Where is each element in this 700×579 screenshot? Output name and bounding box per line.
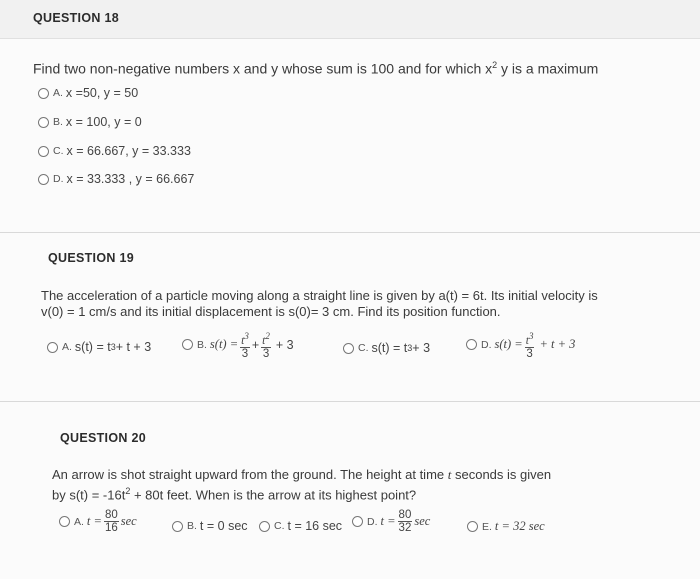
question-20-title: QUESTION 20 [60, 431, 146, 445]
question-18-text: Find two non-negative numbers x and y whose sum is 100 and for which $x^2$ y is a maximum [33, 60, 599, 77]
radio-q20-e[interactable] [467, 521, 478, 532]
q18-option-c[interactable]: C. x = 66.667, y = 33.333 [38, 144, 191, 158]
fraction: $\frac{t^3}{3}$ [525, 331, 534, 360]
fraction: $\frac{80}{16}$ [104, 509, 118, 534]
radio-q19-a[interactable] [47, 342, 58, 353]
radio-q19-d[interactable] [466, 339, 477, 350]
q20-option-b[interactable]: B. t = 0 sec [172, 519, 248, 533]
separator [0, 232, 700, 233]
question-20-line-1: An arrow is shot straight upward from the ground. The height at time t seconds is given [52, 467, 552, 482]
q19-option-d[interactable]: D. s(t) = $\frac{t^3}{3}$ + t + 3 [466, 330, 575, 360]
q20-option-a[interactable]: A. t = $\frac{80}{16}$ sec [59, 509, 137, 534]
q18-option-b[interactable]: B. x = 100, y = 0 [38, 115, 142, 129]
radio-q19-b[interactable] [182, 339, 193, 350]
q20-option-c[interactable]: C. t = 16 sec [259, 519, 342, 533]
radio-q20-d[interactable] [352, 516, 363, 527]
question-18-title: QUESTION 18 [33, 11, 119, 25]
fraction: $\frac{t^2}{3}$ [262, 331, 270, 360]
q20-option-d[interactable]: D. t = $\frac{80}{32}$ sec [352, 509, 430, 534]
question-20-line-2: by $s(t) = -16t^2 + 80t$ feet. When is the arrow at its highest point? [52, 486, 417, 503]
radio-q18-b[interactable] [38, 117, 49, 128]
separator [0, 401, 700, 402]
question-19-line-2: v(0) = 1 cm/s and its initial displacement is s(0)= 3 cm. Find its position function. [41, 304, 501, 319]
question-19-line-1: The acceleration of a particle moving along a straight line is given by a(t) = 6t. Its initial velocity is [41, 288, 598, 303]
radio-q20-b[interactable] [172, 521, 183, 532]
question-19-title: QUESTION 19 [48, 251, 134, 265]
radio-q19-c[interactable] [343, 343, 354, 354]
fraction: $\frac{80}{32}$ [398, 509, 412, 534]
fraction: $\frac{t^3}{3}$ [241, 331, 249, 360]
radio-q20-a[interactable] [59, 516, 70, 527]
q19-option-a[interactable]: A. s(t) = t 3 + t + 3 [47, 340, 151, 354]
radio-q18-a[interactable] [38, 88, 49, 99]
q18-option-a[interactable]: A. x =50, y = 50 [38, 86, 138, 100]
q19-option-b[interactable]: B. s(t) = $\frac{t^3}{3}$ + $\frac{t^2}{3}$ + 3 [182, 330, 294, 360]
radio-q18-d[interactable] [38, 174, 49, 185]
q20-option-e[interactable]: E. t = 32 sec [467, 519, 545, 534]
radio-q20-c[interactable] [259, 521, 270, 532]
q18-option-d[interactable]: D. x = 33.333 , y = 66.667 [38, 172, 194, 186]
radio-q18-c[interactable] [38, 146, 49, 157]
q19-option-c[interactable]: C. s(t) = t 3 + 3 [343, 341, 430, 355]
